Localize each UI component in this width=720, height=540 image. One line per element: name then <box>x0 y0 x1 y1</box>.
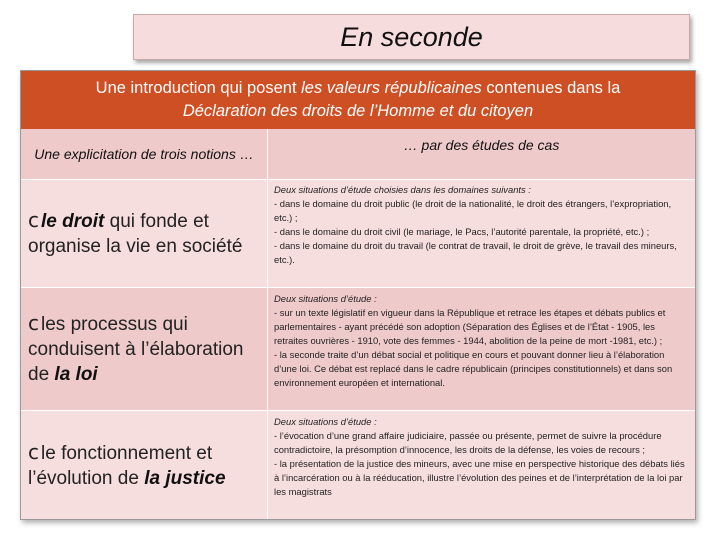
row-1-label-bold: le droit <box>41 210 105 232</box>
page-title: En seconde <box>340 21 483 52</box>
column-divider <box>267 129 268 519</box>
row-2-notion <box>21 288 267 410</box>
row-divider <box>21 179 695 180</box>
bullet-icon: c <box>28 207 39 232</box>
row-2-cases <box>268 288 695 410</box>
title-box <box>133 14 690 60</box>
row-1-item: - dans le domaine du droit public (le droit de la nationalité, le droit des étrangers, l’expropriation, etc.) ; <box>274 198 672 223</box>
column-header-right: … par des études de cas <box>268 129 695 179</box>
row-3-intro: Deux situations d’étude : <box>274 416 377 427</box>
row-3-item: - la présentation de la justice des mineurs, avec une mise en perspective historique des débats liés à l’incarcération ou à la rééducation, illustre l’évolution des peines et de l’interprétation de la loi par les magistrats <box>274 458 685 497</box>
bullet-icon: c <box>28 311 39 335</box>
row-3-item: - l’évocation d’une grand affaire judiciaire, passée ou présente, permet de suivre la procédure contradictoire, la présomption d’innocence, les droits de la défense, les voies de recours ; <box>274 430 662 455</box>
row-1-intro: Deux situations d’étude choisies dans les domaines suivants : <box>274 184 531 195</box>
header-text-part1: Une introduction qui posent <box>95 79 302 97</box>
header-text-part3: contenues dans la <box>481 79 621 97</box>
row-3-label-pre: le fonctionnement et l’évolution de <box>28 442 213 489</box>
header-text-part2: les valeurs républicaines <box>301 79 482 97</box>
row-1-notion <box>21 179 267 287</box>
row-1-item: - dans le domaine du droit civil (le mariage, le Pacs, l’autorité parentale, la propriété, etc.) ; <box>274 226 650 237</box>
header-text-part4: Déclaration des droits de l’Homme et du citoyen <box>182 102 534 120</box>
table-header <box>21 71 695 129</box>
row-3-notion <box>21 411 267 519</box>
bullet-icon: c <box>28 439 39 464</box>
header-text <box>96 77 621 123</box>
content-table <box>20 70 696 520</box>
column-header-left: Une explicitation de trois notions … <box>21 129 267 179</box>
row-3-label-bold: la justice <box>144 467 226 489</box>
row-3-cases <box>268 411 695 519</box>
row-2-label-bold: la loi <box>54 364 98 385</box>
row-2-intro: Deux situations d’étude : <box>274 293 377 304</box>
row-1-label-post: qui fonde et organise la vie en société <box>28 210 243 257</box>
row-divider <box>21 287 695 288</box>
row-2-item: - sur un texte législatif en vigueur dans la République et retrace les étapes et débats publics et parlementaires - ayant précédé son adoption (Séparation des Églises et de l’État - 1905, les retraites ouvrières - 1910, vote des femmes - 1944, abolition de la peine de mort -1981, etc.) ; <box>274 307 666 346</box>
row-1-item: - dans le domaine du droit du travail (le contrat de travail, le droit de grève, le travail des mineurs, etc.). <box>274 240 677 265</box>
row-2-item: - la seconde traite d’un débat social et politique en cours et pouvant donner lieu à l’élaboration d’une loi. Ce débat est replacé dans le cadre républicain (principes constitutionnels) et dans son environnement européen et international. <box>274 349 673 388</box>
row-divider <box>21 410 695 411</box>
row-2-label-pre: les processus qui conduisent à l’élaboration de <box>28 314 244 385</box>
row-1-cases <box>268 179 695 287</box>
